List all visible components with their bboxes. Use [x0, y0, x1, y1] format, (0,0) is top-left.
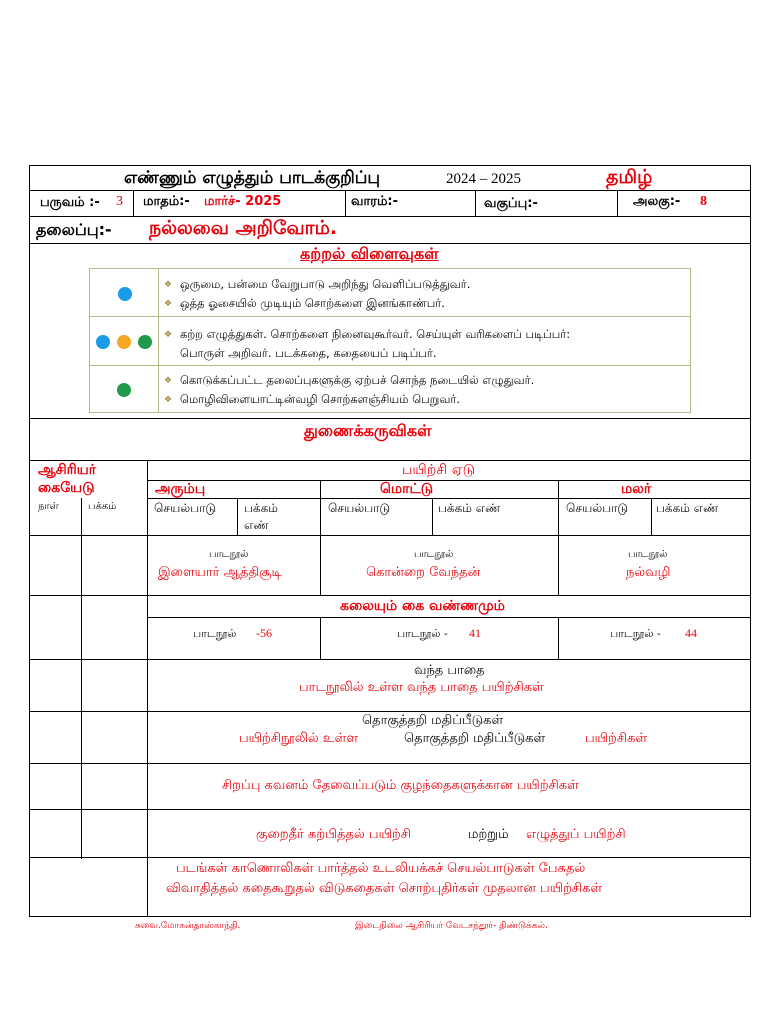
arts-page: 41 [469, 626, 481, 640]
level-malar: மலர் [621, 481, 652, 497]
rule [29, 535, 751, 536]
outcome-text: பொருள் அறிவர். படக்கதை, கதையைப் படிப்பர். [180, 346, 437, 360]
outcome-row [90, 269, 690, 317]
outcome-text: கொடுக்கப்பட்ட தலைப்புகளுக்கு ஏற்பச் சொந்த நடையில் எழுதுவர். [180, 373, 535, 387]
month-value: மார்ச்- 2025 [204, 194, 282, 209]
level-dot [96, 335, 110, 349]
teacher-guide-label: ஆசிரியர் [38, 462, 97, 478]
bullet-icon: ❖ [164, 299, 173, 309]
textbook-label: பாடநூல் [414, 549, 454, 560]
arts-page: -56 [256, 626, 272, 640]
arts-heading: கலையும் கை வண்ணமும் [340, 598, 505, 614]
unit-value: 8 [700, 194, 707, 209]
book-title: நல்வழி [626, 565, 671, 580]
book-title: இளையார் ஆத்திசூடி [158, 565, 282, 580]
rule [29, 418, 751, 419]
month-label: மாதம்:- [143, 194, 190, 209]
remedial-text: எழுத்துப் பயிற்சி [526, 827, 626, 842]
workbook-label: பயிற்சி ஏடு [402, 462, 476, 478]
plan-title: எண்ணும் எழுத்தும் பாடக்குறிப்பு [124, 168, 381, 188]
aids-heading: துணைக்கருவிகள் [304, 421, 432, 440]
rule [29, 216, 751, 217]
rule [320, 617, 321, 659]
activity-header: செயல்பாடு [566, 501, 629, 515]
week-label: வாரம்:- [351, 194, 399, 209]
rule [147, 460, 148, 917]
teacher-guide-label: கையேடு [38, 480, 95, 496]
outcome-level-cell [90, 317, 159, 365]
arts-textbook-label: பாடநூல் - [397, 627, 448, 640]
rule [29, 857, 751, 858]
rule [320, 480, 321, 595]
page-no-header: பக்கம் [244, 501, 278, 515]
outcomes-table [89, 268, 691, 413]
page-no-header: எண் [244, 518, 269, 532]
outcomes-heading: கற்றல் விளைவுகள் [300, 244, 439, 263]
bullet-icon: ❖ [164, 280, 173, 290]
path-description: பாடநூலில் உள்ள வந்த பாதை பயிற்சிகள் [299, 680, 544, 695]
rule [237, 498, 238, 535]
rule [558, 617, 559, 659]
author-designation: இடைநிலை ஆசிரியர் வேடசந்தூர்- திண்டுக்கல். [355, 921, 548, 931]
summative-description: பயிற்சிகள் [585, 731, 648, 746]
term-value: 3 [116, 194, 123, 209]
summative-title: தொகுத்தறி மதிப்பீடுகள் [362, 713, 504, 728]
outcome-text: கற்ற எழுத்துகள். சொற்களை நினைவுகூர்வர். செய்யுள் வரிகளைப் படிப்பர்: [180, 327, 571, 341]
rule [29, 763, 751, 764]
academic-year: 2024 – 2025 [446, 171, 521, 187]
activity-header: செயல்பாடு [154, 501, 217, 515]
rule [651, 498, 652, 535]
bullet-icon: ❖ [164, 395, 173, 405]
page-no-header: பக்கம் எண் [438, 501, 501, 515]
rule [29, 711, 751, 712]
rule [558, 480, 559, 595]
textbook-label: பாடநூல் [628, 549, 668, 560]
rule [133, 190, 134, 216]
rule [147, 480, 751, 481]
summative-description: தொகுத்தறி மதிப்பீடுகள் [404, 731, 546, 746]
activity-header: செயல்பாடு [328, 501, 391, 515]
level-mottu: மொட்டு [380, 481, 434, 497]
page-no-header: பக்கம் எண் [656, 501, 719, 515]
rule [147, 617, 751, 618]
level-dot [117, 383, 131, 397]
rule [432, 498, 433, 535]
rule [81, 498, 82, 859]
arts-textbook-label: பாடநூல் [193, 627, 237, 640]
rule [29, 659, 751, 660]
path-title: வந்த பாதை [414, 663, 485, 678]
rule [475, 190, 476, 216]
author-name: சுவை.மோகன்தாஸ்காந்தி. [135, 921, 241, 931]
level-dot [118, 287, 132, 301]
extra-activities-text: விவாதித்தல் கதைகூறுதல் விடுகதைகள் சொற்புதிர்கள் முதலான பயிற்சிகள் [166, 881, 603, 896]
outcome-text: ஒருமை, பன்மை வேறுபாடு அறிந்து வெளிப்படுத்துவர். [180, 277, 471, 291]
outcome-text: ஒத்த ஓசையில் முடியும் சொற்களை இனங்காண்பர். [180, 296, 445, 310]
rule [617, 190, 618, 216]
subject-name: தமிழ் [606, 166, 653, 188]
bullet-icon: ❖ [164, 376, 173, 386]
bullet-icon: ❖ [164, 330, 173, 340]
special-needs-text: சிறப்பு கவனம் தேவைப்படும் குழந்தைகளுக்கான பயிற்சிகள் [222, 778, 579, 793]
level-arumbu: அரும்பு [155, 481, 206, 497]
rule [29, 809, 751, 810]
book-title: கொன்றை வேந்தன் [366, 565, 481, 580]
arts-textbook-label: பாடநூல் - [610, 627, 661, 640]
rule [29, 460, 751, 461]
summative-description: பயிற்சிநூலில் உள்ள [239, 731, 359, 746]
outcome-row [90, 317, 690, 366]
term-label: பருவம் :- [40, 195, 100, 210]
arts-page: 44 [685, 626, 697, 640]
level-dot [117, 335, 131, 349]
day-header: நாள் [38, 501, 59, 512]
topic-title: நல்லவை அறிவோம். [149, 217, 338, 239]
topic-label: தலைப்பு:- [36, 220, 112, 239]
outcome-row [90, 366, 690, 412]
outcome-text: மொழிவிளையாட்டின்வழி சொற்களஞ்சியம் பெறுவர். [180, 392, 460, 406]
remedial-text: குறைதீர் கற்பித்தல் பயிற்சி [256, 827, 411, 842]
class-label: வகுப்பு:- [484, 196, 538, 211]
outcome-level-cell [90, 269, 159, 316]
level-dot [138, 335, 152, 349]
extra-activities-text: படங்கள் காணொலிகள் பார்த்தல் உடலியக்கச் செயல்பாடுகள் பேசுதல் [176, 861, 586, 876]
textbook-label: பாடநூல் [209, 549, 249, 560]
page-header: பக்கம் [88, 501, 117, 512]
outcome-level-cell [90, 366, 159, 412]
remedial-text: மற்றும் [468, 827, 509, 842]
rule [345, 190, 346, 216]
rule [29, 595, 751, 596]
unit-label: அலகு:- [633, 194, 681, 209]
rule [29, 190, 751, 191]
